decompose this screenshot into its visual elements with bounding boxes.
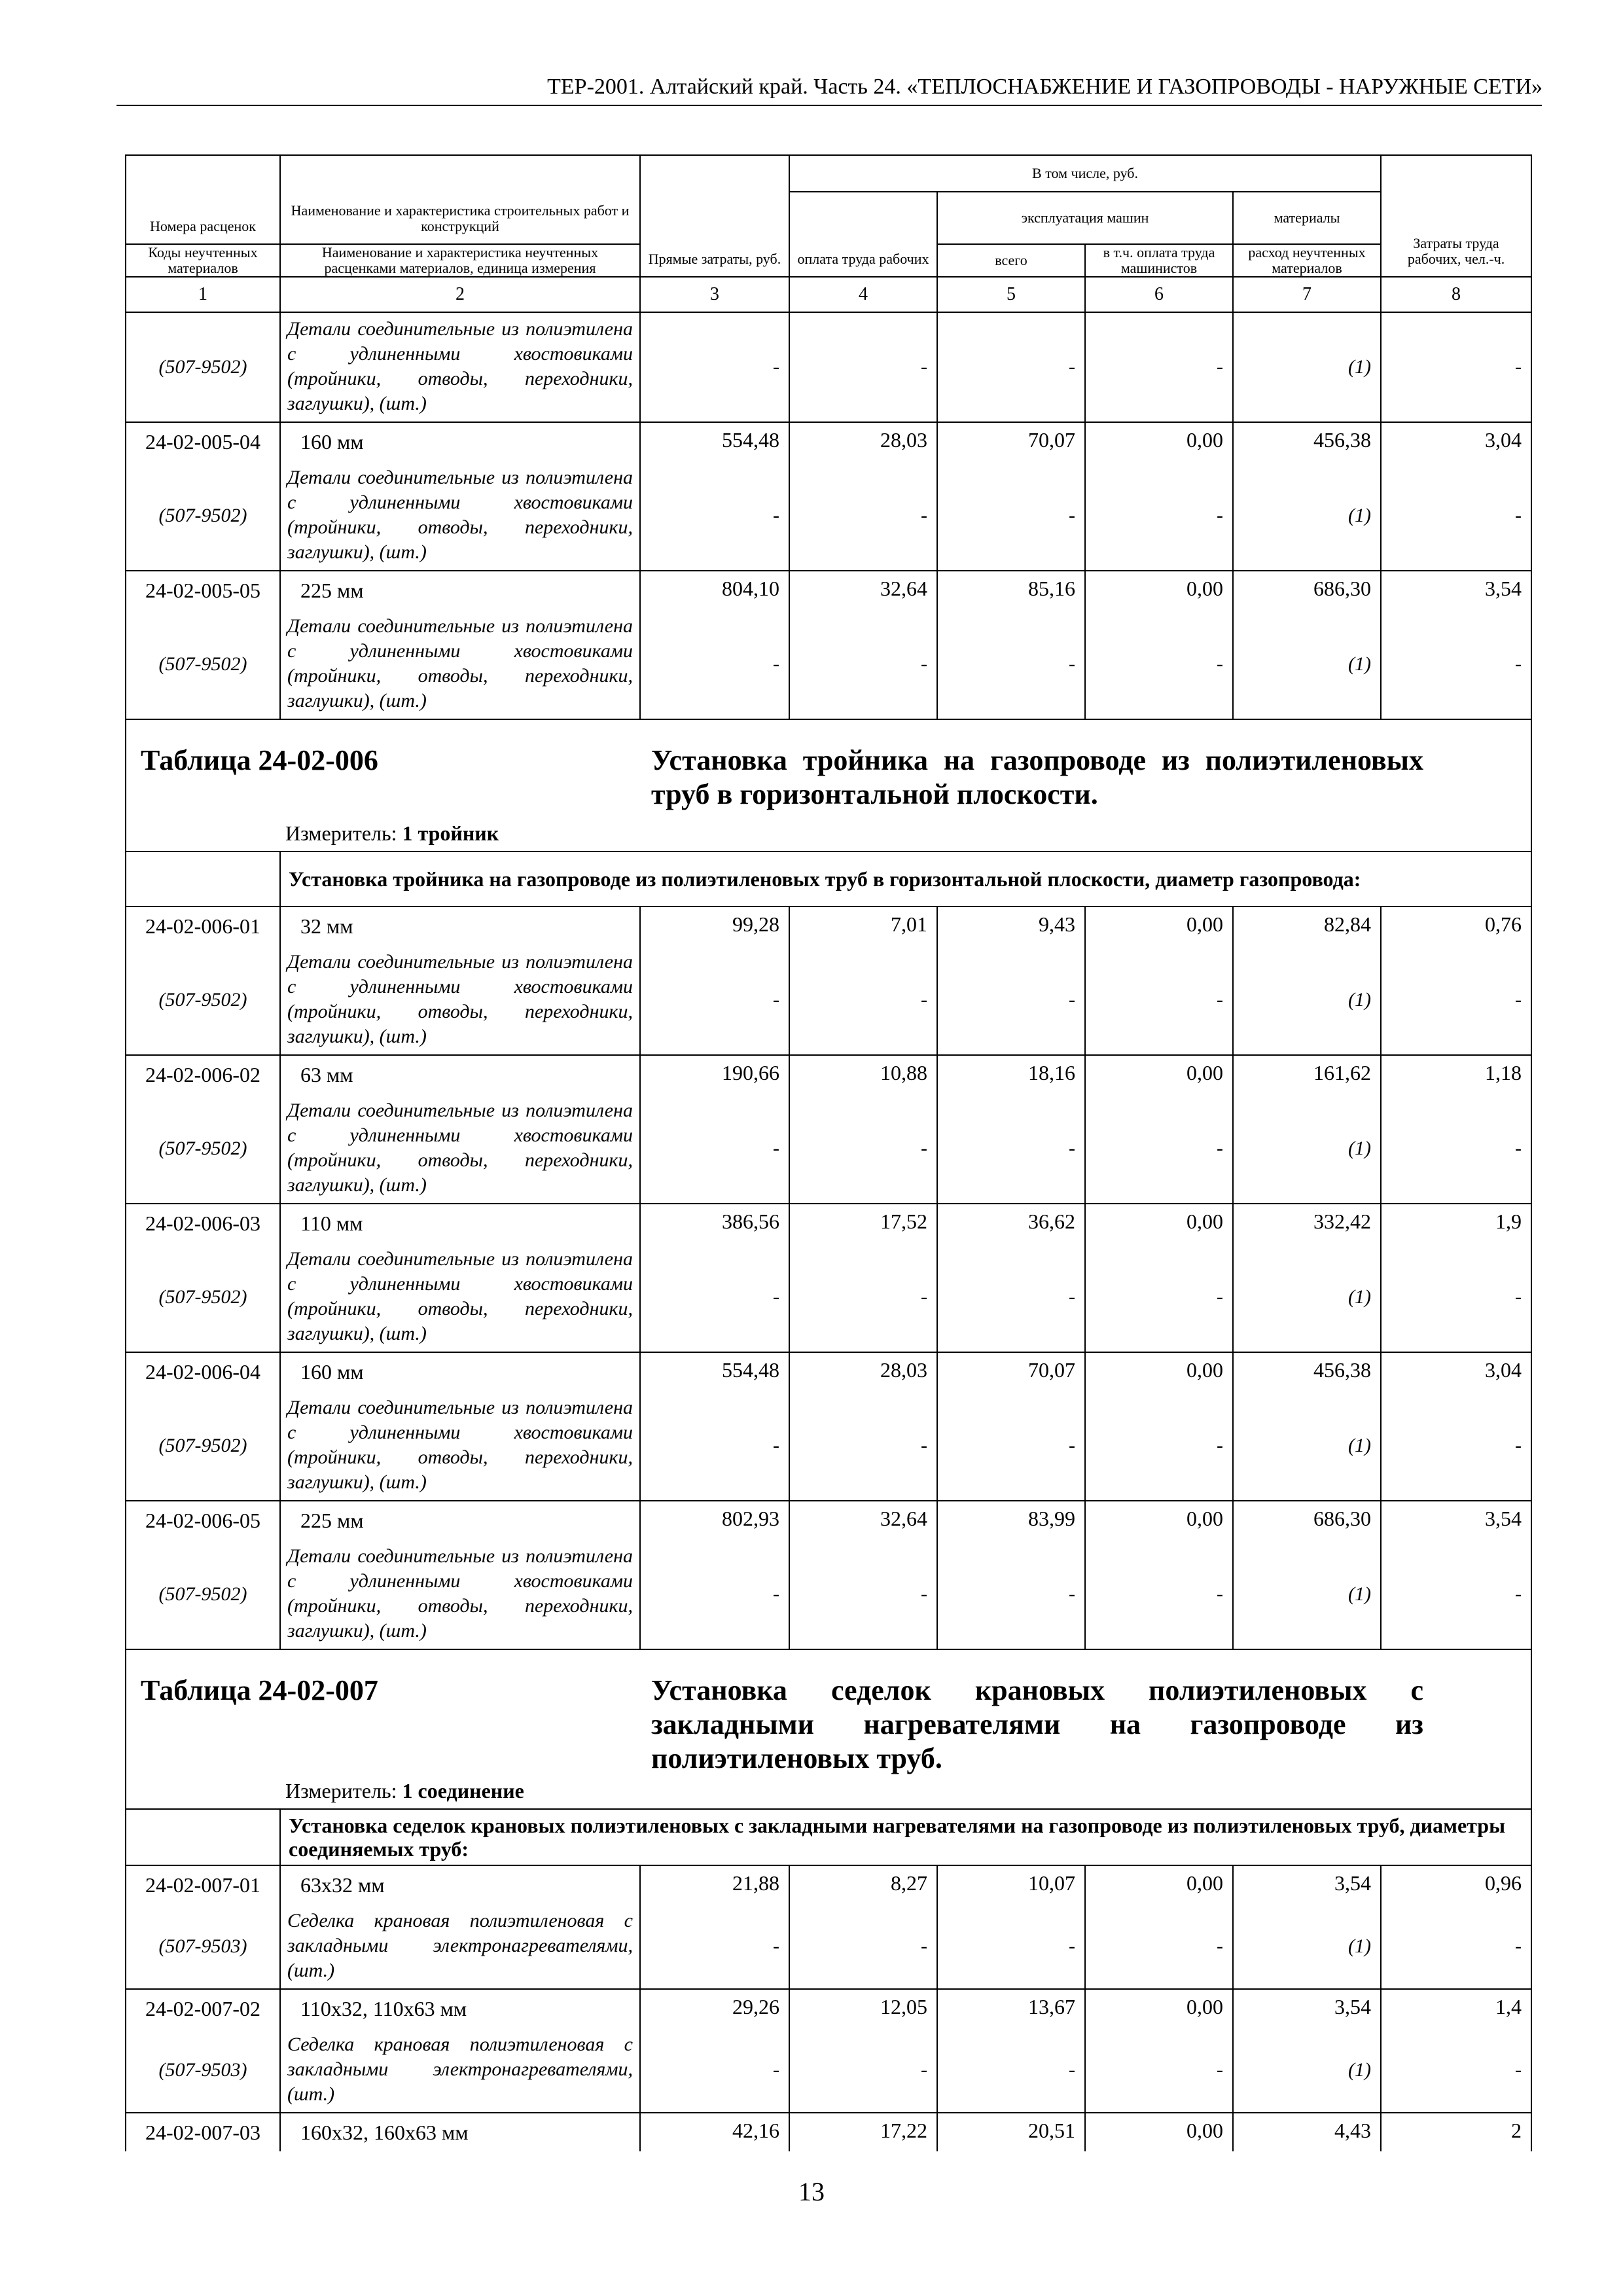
material-quantity: (1) — [1233, 461, 1381, 571]
hdr-direct-costs: Прямые затраты, руб. — [640, 155, 789, 277]
rate-value-v7: 686,30 — [1233, 571, 1381, 609]
rate-value-v8: 1,18 — [1381, 1055, 1531, 1094]
page-number: 13 — [798, 2177, 825, 2206]
empty-dash: - — [1381, 1539, 1531, 1649]
material-quantity: (1) — [1233, 312, 1381, 422]
hdr-labor-hours: Затраты труда рабочих, чел.-ч. — [1381, 155, 1531, 277]
col-number: 2 — [280, 277, 640, 312]
material-row — [126, 1539, 1531, 1649]
material-description: Детали соединительные из полиэтилена с удлиненными хвостовиками (тройники, отводы, переходники, заглушки), (шт.) — [280, 1539, 640, 1649]
empty-dash: - — [1085, 461, 1233, 571]
rate-value-v5: 10,07 — [937, 1865, 1085, 1904]
rate-value-v8: 0,76 — [1381, 906, 1531, 945]
rate-value-v7: 3,54 — [1233, 1865, 1381, 1904]
empty-dash: - — [789, 945, 937, 1055]
empty-dash: - — [789, 2028, 937, 2113]
rate-value-v7: 456,38 — [1233, 1352, 1381, 1391]
empty-dash: - — [1085, 1242, 1233, 1352]
rate-code: 24-02-006-03 — [126, 1204, 280, 1242]
empty-dash: - — [1085, 1904, 1233, 1989]
material-code: (507-9502) — [126, 609, 280, 719]
hdr-material-codes: Коды неучтенных материалов — [126, 244, 280, 277]
empty-dash: - — [937, 1539, 1085, 1649]
table-title: Установка тройника на газопроводе из полиэтиленовых труб в горизонтальной плоскости. — [651, 744, 1423, 810]
material-code: (507-9503) — [126, 2028, 280, 2113]
rate-row — [126, 1989, 1531, 2028]
rate-value-v8: 3,04 — [1381, 1352, 1531, 1391]
rate-row — [126, 1501, 1531, 1539]
page-header-title: ТЕР-2001. Алтайский край. Часть 24. «ТЕПЛОСНАБЖЕНИЕ И ГАЗОПРОВОДЫ - НАРУЖНЫЕ СЕТИ» — [547, 75, 1543, 99]
rate-value-v3: 554,48 — [640, 422, 789, 461]
empty-dash: - — [1085, 945, 1233, 1055]
table-number: Таблица 24-02-007 — [141, 1674, 378, 1706]
rate-value-v3: 99,28 — [640, 906, 789, 945]
material-description: Седелка крановая полиэтиленовая с закладными электронагревателями, (шт.) — [280, 2028, 640, 2113]
empty-dash: - — [1381, 2028, 1531, 2113]
rate-code: 24-02-007-02 — [126, 1989, 280, 2028]
rate-value-v4: 17,52 — [789, 1204, 937, 1242]
rate-size: 160 мм — [280, 1352, 640, 1391]
rate-row — [126, 1204, 1531, 1242]
empty-dash: - — [1085, 1094, 1233, 1204]
hdr-work-name: Наименование и характеристика строительных работ и конструкций — [280, 155, 640, 244]
rate-size: 63х32 мм — [280, 1865, 640, 1904]
rate-value-v4: 12,05 — [789, 1989, 937, 2028]
empty-dash: - — [640, 2028, 789, 2113]
empty-dash: - — [1381, 945, 1531, 1055]
material-quantity: (1) — [1233, 1539, 1381, 1649]
rate-row — [126, 422, 1531, 461]
rate-value-v6: 0,00 — [1085, 1865, 1233, 1904]
rate-value-v6: 0,00 — [1085, 571, 1233, 609]
rate-value-v6: 0,00 — [1085, 1352, 1233, 1391]
col-number: 3 — [640, 277, 789, 312]
hdr-machines: эксплуатация машин — [937, 192, 1233, 244]
rate-code: 24-02-006-02 — [126, 1055, 280, 1094]
empty-dash: - — [789, 1242, 937, 1352]
measure-label: Измеритель: — [285, 821, 397, 845]
rate-value-v3: 386,56 — [640, 1204, 789, 1242]
rate-value-v8: 3,54 — [1381, 571, 1531, 609]
rate-value-v4: 32,64 — [789, 1501, 937, 1539]
table-subtitle: Установка седелок крановых полиэтиленовых с закладными нагревателями на газопроводе из полиэтиленовых труб, диаметры соединяемых труб: — [280, 1809, 1531, 1865]
rate-size: 32 мм — [280, 906, 640, 945]
empty-dash: - — [1381, 609, 1531, 719]
material-description: Детали соединительные из полиэтилена с удлиненными хвостовиками (тройники, отводы, переходники, заглушки), (шт.) — [280, 609, 640, 719]
empty-dash: - — [640, 461, 789, 571]
material-code: (507-9503) — [126, 1904, 280, 1989]
rate-value-v3: 802,93 — [640, 1501, 789, 1539]
rate-value-v6: 0,00 — [1085, 1055, 1233, 1094]
rate-size: 63 мм — [280, 1055, 640, 1094]
material-row — [126, 1094, 1531, 1204]
rate-size: 225 мм — [280, 1501, 640, 1539]
material-row — [126, 1242, 1531, 1352]
header-rule — [116, 105, 1542, 106]
material-code: (507-9502) — [126, 1391, 280, 1501]
hdr-machines-total: всего — [937, 244, 1085, 277]
empty-dash: - — [640, 945, 789, 1055]
material-row — [126, 312, 1531, 422]
hdr-worker-pay: оплата труда рабочих — [789, 192, 937, 277]
empty-dash: - — [937, 1094, 1085, 1204]
rate-value-v6: 0,00 — [1085, 1501, 1233, 1539]
rate-row — [126, 1865, 1531, 1904]
rate-size: 110 мм — [280, 1204, 640, 1242]
measure-label: Измеритель: — [285, 1779, 397, 1803]
hdr-material-names: Наименование и характеристика неучтенных расценками материалов, единица измерения — [280, 244, 640, 277]
rate-value-v5: 20,51 — [937, 2113, 1085, 2151]
table-subtitle-row — [126, 852, 1531, 906]
rate-value-v5: 85,16 — [937, 571, 1085, 609]
empty-dash: - — [789, 1539, 937, 1649]
empty-dash: - — [1381, 312, 1531, 422]
material-quantity: (1) — [1233, 945, 1381, 1055]
rate-code: 24-02-006-05 — [126, 1501, 280, 1539]
rate-value-v4: 10,88 — [789, 1055, 937, 1094]
empty-dash: - — [937, 2028, 1085, 2113]
hdr-material-consumption: расход неучтенных материалов — [1233, 244, 1381, 277]
hdr-rate-numbers: Номера расценок — [126, 155, 280, 244]
empty-dash: - — [1381, 1904, 1531, 1989]
rate-value-v4: 7,01 — [789, 906, 937, 945]
hdr-materials: материалы — [1233, 192, 1381, 244]
rate-value-v3: 42,16 — [640, 2113, 789, 2151]
rate-value-v5: 18,16 — [937, 1055, 1085, 1094]
empty-dash: - — [789, 1094, 937, 1204]
rate-row — [126, 1055, 1531, 1094]
rate-code: 24-02-007-03 — [126, 2113, 280, 2151]
rate-value-v6: 0,00 — [1085, 1204, 1233, 1242]
rate-size: 160 мм — [280, 422, 640, 461]
rate-value-v7: 456,38 — [1233, 422, 1381, 461]
material-description: Детали соединительные из полиэтилена с удлиненными хвостовиками (тройники, отводы, переходники, заглушки), (шт.) — [280, 461, 640, 571]
rate-value-v6: 0,00 — [1085, 422, 1233, 461]
empty-dash: - — [937, 1242, 1085, 1352]
material-quantity: (1) — [1233, 1904, 1381, 1989]
empty-dash: - — [789, 312, 937, 422]
material-code: (507-9502) — [126, 461, 280, 571]
empty-dash: - — [789, 1391, 937, 1501]
rate-value-v5: 9,43 — [937, 906, 1085, 945]
rate-value-v8: 3,54 — [1381, 1501, 1531, 1539]
empty-dash: - — [1085, 609, 1233, 719]
material-row — [126, 1904, 1531, 1989]
empty-dash: - — [640, 1094, 789, 1204]
material-code: (507-9502) — [126, 312, 280, 422]
material-code: (507-9502) — [126, 1242, 280, 1352]
material-row — [126, 1391, 1531, 1501]
rate-value-v3: 190,66 — [640, 1055, 789, 1094]
empty-dash: - — [1381, 461, 1531, 571]
rate-value-v8: 0,96 — [1381, 1865, 1531, 1904]
table-title-row — [126, 719, 1531, 852]
material-quantity: (1) — [1233, 609, 1381, 719]
rate-value-v4: 8,27 — [789, 1865, 937, 1904]
rate-value-v8: 3,04 — [1381, 422, 1531, 461]
rate-value-v5: 70,07 — [937, 1352, 1085, 1391]
rate-value-v3: 554,48 — [640, 1352, 789, 1391]
measure-value: 1 тройник — [402, 821, 499, 845]
rate-value-v8: 2 — [1381, 2113, 1531, 2151]
rate-value-v7: 161,62 — [1233, 1055, 1381, 1094]
rate-code: 24-02-007-01 — [126, 1865, 280, 1904]
table-subtitle: Установка тройника на газопроводе из полиэтиленовых труб в горизонтальной плоскости, диаметр газопровода: — [280, 852, 1531, 906]
rate-value-v3: 21,88 — [640, 1865, 789, 1904]
hdr-operator-pay: в т.ч. оплата труда машинистов — [1085, 244, 1233, 277]
empty-dash: - — [640, 312, 789, 422]
material-code: (507-9502) — [126, 1539, 280, 1649]
material-row — [126, 461, 1531, 571]
empty-dash: - — [789, 461, 937, 571]
empty-dash: - — [789, 609, 937, 719]
rate-value-v6: 0,00 — [1085, 906, 1233, 945]
empty-dash: - — [1381, 1391, 1531, 1501]
rate-value-v6: 0,00 — [1085, 2113, 1233, 2151]
rate-value-v4: 28,03 — [789, 1352, 937, 1391]
measure-unit — [285, 821, 499, 846]
table-title: Установка седелок крановых полиэтиленовых с закладными нагревателями на газопроводе из полиэтиленовых труб. — [651, 1674, 1423, 1774]
empty-dash: - — [640, 1391, 789, 1501]
col-number: 5 — [937, 277, 1085, 312]
rate-value-v8: 1,9 — [1381, 1204, 1531, 1242]
table-subtitle-row — [126, 1809, 1531, 1865]
rate-row — [126, 1352, 1531, 1391]
material-description: Детали соединительные из полиэтилена с удлиненными хвостовиками (тройники, отводы, переходники, заглушки), (шт.) — [280, 1242, 640, 1352]
rate-value-v7: 686,30 — [1233, 1501, 1381, 1539]
rates-table — [125, 154, 1532, 2151]
rate-code: 24-02-005-04 — [126, 422, 280, 461]
col-number: 6 — [1085, 277, 1233, 312]
material-quantity: (1) — [1233, 2028, 1381, 2113]
rate-value-v5: 83,99 — [937, 1501, 1085, 1539]
rate-value-v7: 4,43 — [1233, 2113, 1381, 2151]
rate-code: 24-02-006-04 — [126, 1352, 280, 1391]
measure-unit — [285, 1779, 524, 1803]
empty-dash: - — [937, 1904, 1085, 1989]
rate-size: 225 мм — [280, 571, 640, 609]
rate-row — [126, 2113, 1531, 2151]
empty-dash: - — [937, 1391, 1085, 1501]
material-row — [126, 945, 1531, 1055]
material-description: Седелка крановая полиэтиленовая с закладными электронагревателями, (шт.) — [280, 1904, 640, 1989]
rate-value-v4: 28,03 — [789, 422, 937, 461]
rate-value-v5: 13,67 — [937, 1989, 1085, 2028]
material-description: Детали соединительные из полиэтилена с удлиненными хвостовиками (тройники, отводы, переходники, заглушки), (шт.) — [280, 945, 640, 1055]
hdr-including: В том числе, руб. — [789, 155, 1381, 192]
material-quantity: (1) — [1233, 1242, 1381, 1352]
empty-dash: - — [1381, 1094, 1531, 1204]
rate-value-v3: 804,10 — [640, 571, 789, 609]
material-description: Детали соединительные из полиэтилена с удлиненными хвостовиками (тройники, отводы, переходники, заглушки), (шт.) — [280, 1391, 640, 1501]
empty-dash: - — [937, 945, 1085, 1055]
rate-value-v7: 3,54 — [1233, 1989, 1381, 2028]
empty-dash: - — [1085, 312, 1233, 422]
material-row — [126, 609, 1531, 719]
empty-dash: - — [789, 1904, 937, 1989]
col-number: 7 — [1233, 277, 1381, 312]
col-number: 1 — [126, 277, 280, 312]
rate-value-v7: 82,84 — [1233, 906, 1381, 945]
rate-value-v4: 17,22 — [789, 2113, 937, 2151]
material-quantity: (1) — [1233, 1094, 1381, 1204]
empty-dash: - — [640, 1539, 789, 1649]
col-number: 8 — [1381, 277, 1531, 312]
empty-dash: - — [1085, 1391, 1233, 1501]
rate-row — [126, 571, 1531, 609]
material-description: Детали соединительные из полиэтилена с удлиненными хвостовиками (тройники, отводы, переходники, заглушки), (шт.) — [280, 1094, 640, 1204]
rate-code: 24-02-005-05 — [126, 571, 280, 609]
empty-dash: - — [937, 609, 1085, 719]
column-numbers-row — [126, 277, 1531, 312]
material-description: Детали соединительные из полиэтилена с удлиненными хвостовиками (тройники, отводы, переходники, заглушки), (шт.) — [280, 312, 640, 422]
empty-dash: - — [937, 461, 1085, 571]
material-row — [126, 2028, 1531, 2113]
empty-dash: - — [1085, 1539, 1233, 1649]
material-code: (507-9502) — [126, 1094, 280, 1204]
col-number: 4 — [789, 277, 937, 312]
rate-value-v7: 332,42 — [1233, 1204, 1381, 1242]
measure-value: 1 соединение — [402, 1779, 524, 1803]
empty-dash: - — [1381, 1242, 1531, 1352]
rate-row — [126, 906, 1531, 945]
empty-dash: - — [640, 1904, 789, 1989]
rate-value-v5: 36,62 — [937, 1204, 1085, 1242]
empty-dash: - — [640, 1242, 789, 1352]
empty-dash: - — [937, 312, 1085, 422]
material-quantity: (1) — [1233, 1391, 1381, 1501]
material-code: (507-9502) — [126, 945, 280, 1055]
rate-value-v6: 0,00 — [1085, 1989, 1233, 2028]
rate-value-v5: 70,07 — [937, 422, 1085, 461]
rate-size: 110х32, 110х63 мм — [280, 1989, 640, 2028]
empty-dash: - — [640, 609, 789, 719]
table-number: Таблица 24-02-006 — [141, 744, 378, 776]
rate-value-v3: 29,26 — [640, 1989, 789, 2028]
table-title-row — [126, 1649, 1531, 1809]
rate-code: 24-02-006-01 — [126, 906, 280, 945]
rate-value-v4: 32,64 — [789, 571, 937, 609]
rate-size: 160х32, 160х63 мм — [280, 2113, 640, 2151]
empty-dash: - — [1085, 2028, 1233, 2113]
rate-value-v8: 1,4 — [1381, 1989, 1531, 2028]
